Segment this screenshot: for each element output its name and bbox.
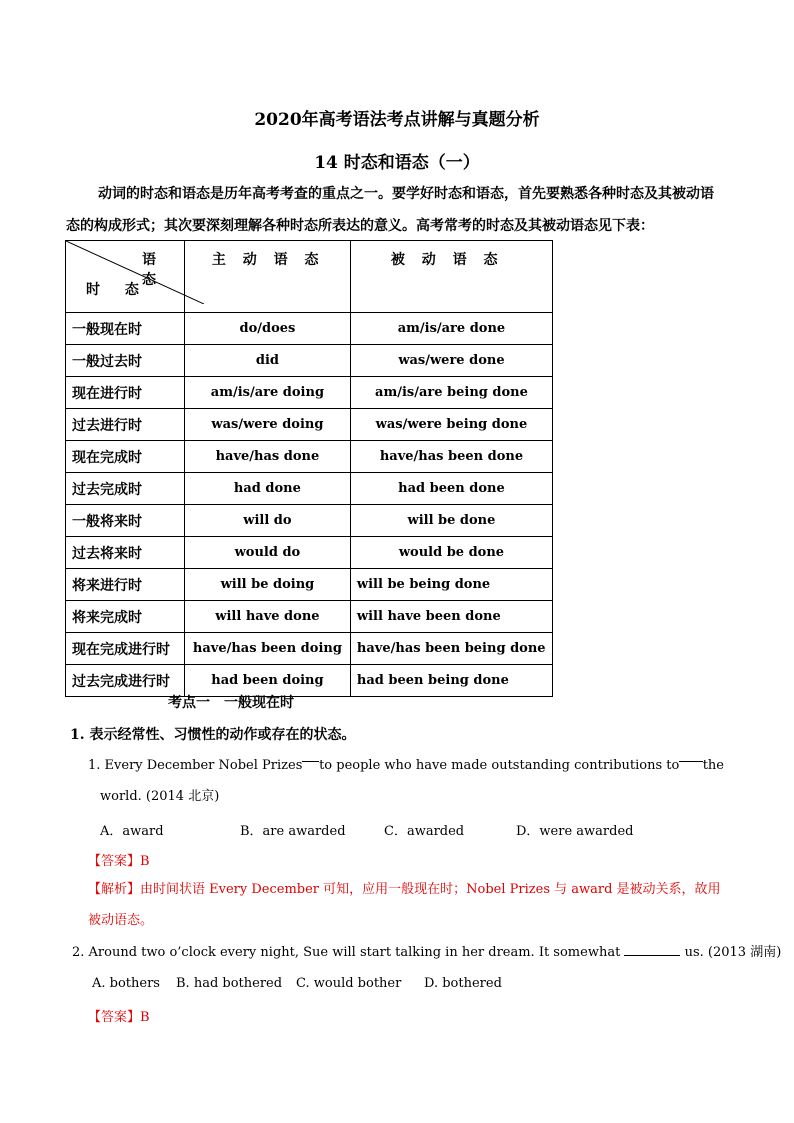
table-row	[66, 409, 553, 441]
active-form: did	[184, 345, 350, 377]
tense-name: 过去将来时	[66, 537, 185, 569]
active-form: have/has been doing	[184, 633, 350, 665]
passive-form: have/has been done	[350, 441, 552, 473]
q1-option-a: A．award	[100, 824, 164, 839]
tense-name: 一般现在时	[66, 313, 185, 345]
active-form: will do	[184, 505, 350, 537]
tense-table	[65, 240, 553, 697]
active-form: had been doing	[184, 665, 350, 697]
tense-name: 过去进行时	[66, 409, 185, 441]
passive-form: would be done	[350, 537, 552, 569]
corner-tense-label: 时 态	[86, 282, 149, 298]
answer-label: 【答案】	[88, 854, 141, 869]
tense-name: 将来完成时	[66, 601, 185, 633]
page-title: 2020年高考语法考点讲解与真题分析	[254, 110, 540, 130]
passive-form: will be done	[350, 505, 552, 537]
tense-name: 现在完成时	[66, 441, 185, 473]
table-row	[66, 601, 553, 633]
kaodian-heading: 考点一 一般现在时	[168, 695, 294, 711]
analysis-label: 【解析】	[88, 882, 141, 897]
active-form: do/does	[184, 313, 350, 345]
passive-form: have/has been being done	[350, 633, 552, 665]
answer-value: B	[140, 854, 150, 869]
intro-paragraph: 动词的时态和语态是历年高考考查的重点之一。要学好时态和语态，首先要熟悉各种时态及其被动语态的构成形式；其次要深刻理解各种时态所表达的意义。高考常考的时态及其被动语态见下表：	[66, 186, 714, 234]
page-subtitle: 14 时态和语态（一）	[314, 153, 480, 173]
q1-analysis	[88, 874, 724, 936]
passive-form: will have been done	[350, 601, 552, 633]
question-1-line-1	[88, 750, 724, 781]
answer-label: 【答案】	[88, 1010, 141, 1025]
q2-option-c: C. would bother	[296, 976, 402, 991]
passive-form: was/were done	[350, 345, 552, 377]
table-row	[66, 569, 553, 601]
q1-blank-1	[302, 750, 319, 762]
passive-form: had been done	[350, 473, 552, 505]
q1-blank-2	[679, 750, 702, 762]
header-active-voice: 主 动 语 态	[184, 241, 350, 313]
q1-text-part2: to people who have made outstanding contributions to	[319, 758, 680, 773]
table-row	[66, 473, 553, 505]
table-row	[66, 313, 553, 345]
table-row	[66, 537, 553, 569]
tense-name: 过去完成进行时	[66, 665, 185, 697]
table-header-row	[66, 241, 553, 313]
table-row	[66, 505, 553, 537]
table-row	[66, 377, 553, 409]
question-2	[72, 937, 782, 968]
q1-text-part4: world. (2014 北京)	[100, 789, 220, 804]
question-1	[88, 750, 724, 812]
active-form: am/is/are doing	[184, 377, 350, 409]
q2-option-d: D. bothered	[424, 976, 502, 991]
section-heading: 1. 表示经常性、习惯性的动作或存在的状态。	[70, 727, 356, 743]
q2-option-b: B. had bothered	[176, 976, 283, 991]
passive-form: am/is/are done	[350, 313, 552, 345]
q2-text-part2: us. (2013 湖南)	[684, 945, 782, 960]
passive-form: was/were being done	[350, 409, 552, 441]
q1-text-part1: 1. Every December Nobel Prizes	[88, 758, 303, 773]
active-form: had done	[184, 473, 350, 505]
passive-form: am/is/are being done	[350, 377, 552, 409]
q2-answer	[88, 1006, 150, 1025]
table-row	[66, 633, 553, 665]
tense-name: 一般将来时	[66, 505, 185, 537]
header-passive-voice: 被 动 语 态	[350, 241, 552, 313]
table-corner-cell	[66, 241, 185, 313]
active-form: was/were doing	[184, 409, 350, 441]
tense-name: 现在进行时	[66, 377, 185, 409]
corner-voice-label: 语 态	[142, 252, 166, 288]
passive-form: will be being done	[350, 569, 552, 601]
q2-option-a: A. bothers	[92, 976, 160, 991]
q1-text-part3: the	[702, 758, 724, 773]
tense-name: 将来进行时	[66, 569, 185, 601]
tense-name: 过去完成时	[66, 473, 185, 505]
table-row	[66, 345, 553, 377]
tense-name: 现在完成进行时	[66, 633, 185, 665]
q2-text-part1: 2. Around two o’clock every night, Sue will start talking in her dream. It somewhat	[72, 945, 621, 960]
q1-option-c: C．awarded	[384, 824, 465, 839]
q2-blank	[624, 944, 680, 956]
active-form: will have done	[184, 601, 350, 633]
active-form: will be doing	[184, 569, 350, 601]
q1-option-b: B．are awarded	[240, 824, 346, 839]
passive-form: had been being done	[350, 665, 552, 697]
answer-value: B	[140, 1010, 150, 1025]
q1-answer	[88, 850, 150, 869]
active-form: would do	[184, 537, 350, 569]
q1-option-d: D．were awarded	[516, 824, 634, 839]
tense-name: 一般过去时	[66, 345, 185, 377]
analysis-text: 由时间状语 Every December 可知，应用一般现在时；Nobel Prizes 与 award 是被动关系，故用被动语态。	[88, 882, 721, 928]
active-form: have/has done	[184, 441, 350, 473]
table-row	[66, 665, 553, 697]
table-row	[66, 441, 553, 473]
